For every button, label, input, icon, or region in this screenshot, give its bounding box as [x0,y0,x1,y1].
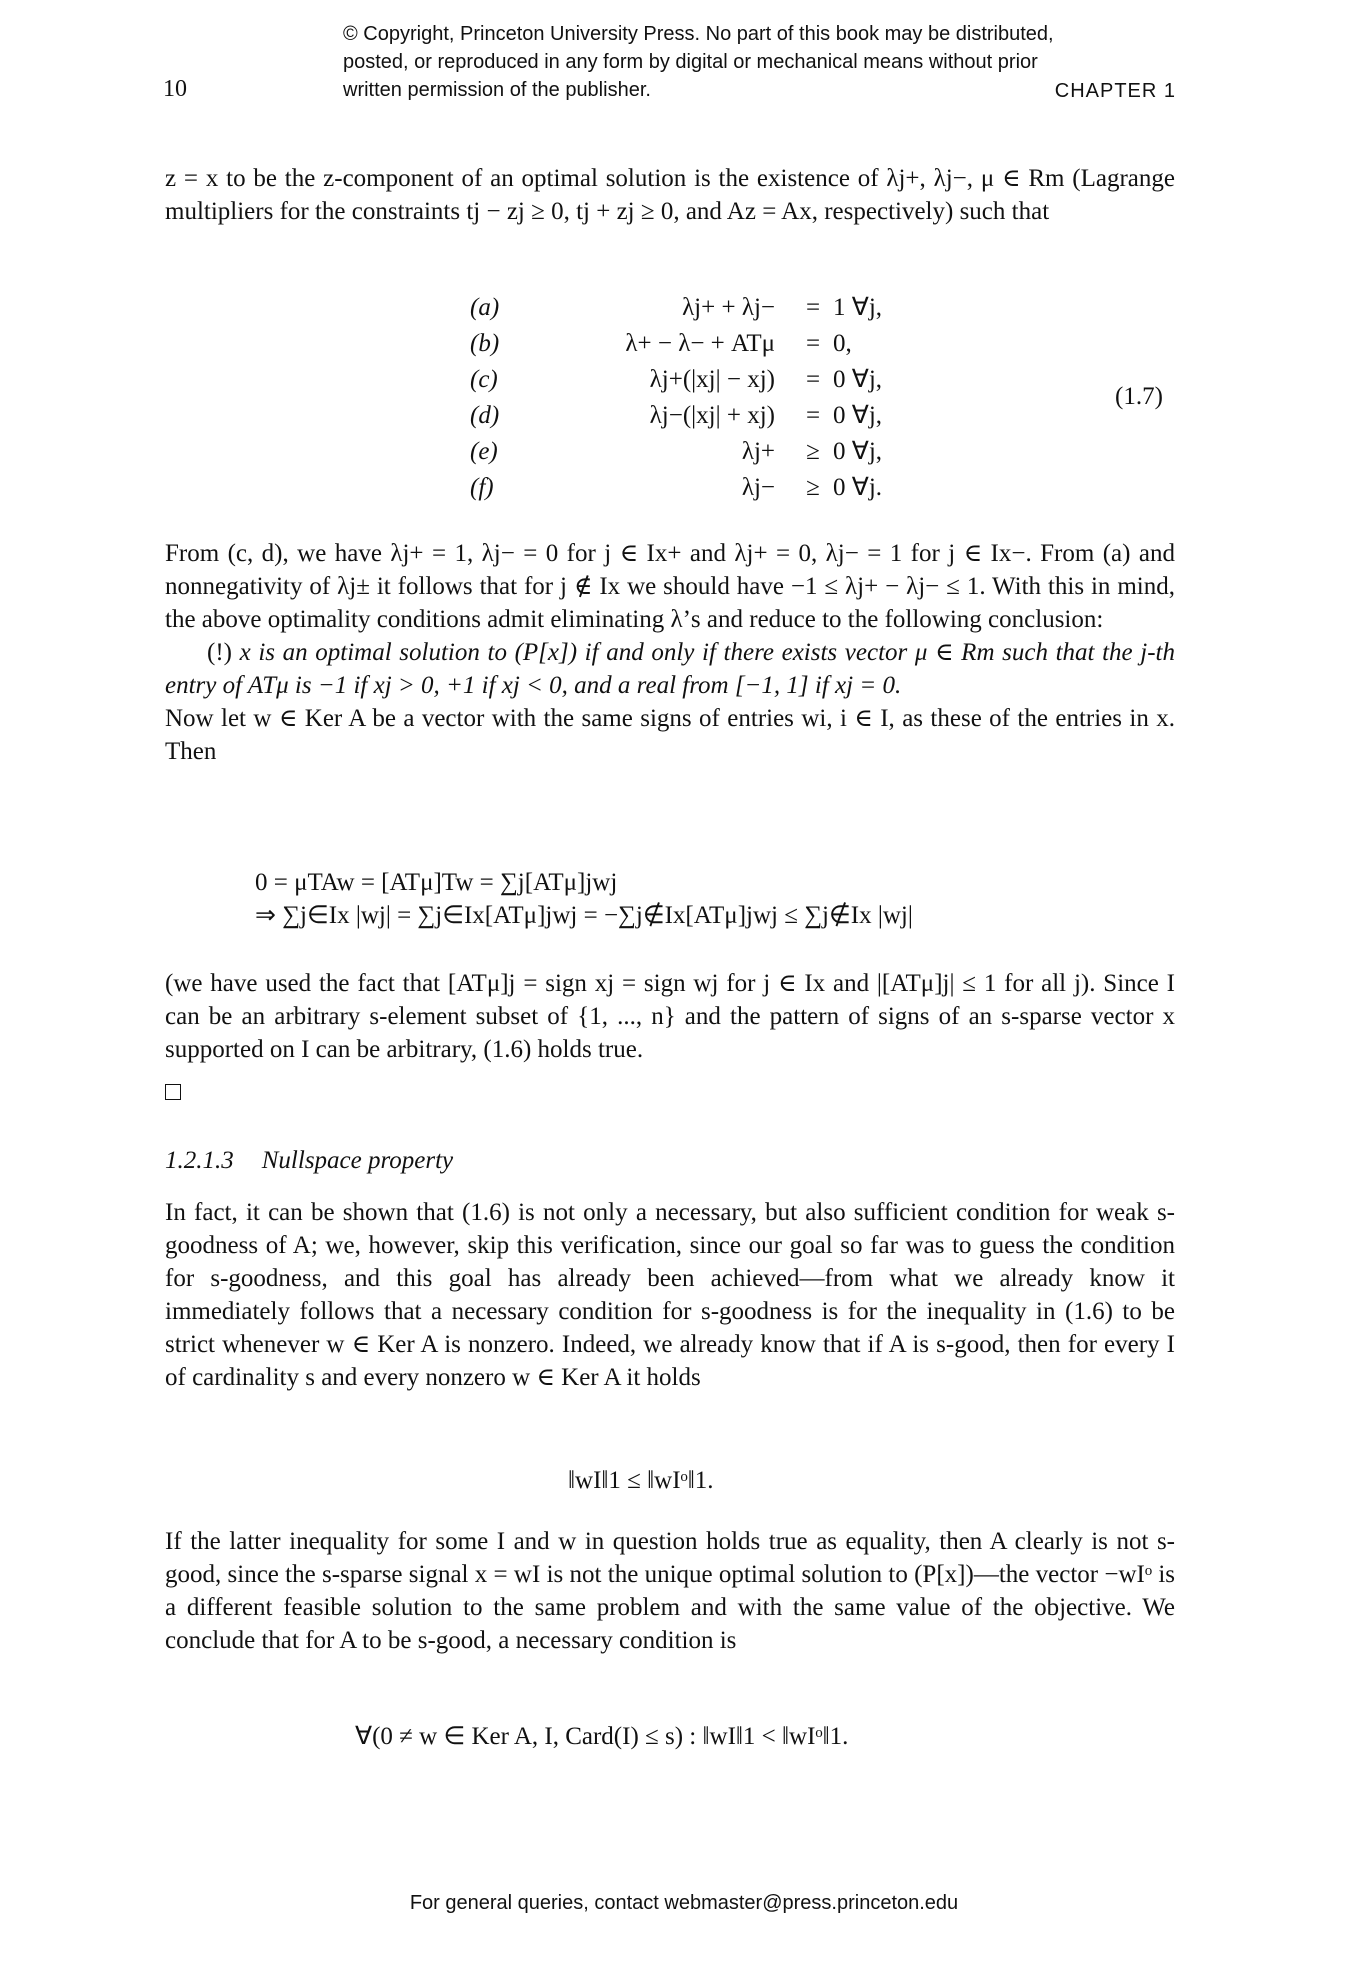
claim-label: (!) [207,639,232,666]
equation-lhs: λj+(|xj| − xj) [649,366,775,393]
paragraph-text: (we have used the fact that [ATμ]j = sign xj = sign wj for j ∈ Ix and |[ATμ]j| ≤ 1 for all j). Since I can be an arbitrary s-element subset of {1, ..., n} and the pattern of signs of an s-sparse vector x supported on I can be arbitrary, (1.6) holds true. [165,970,1175,1063]
equation-rhs: 0 ∀j, [833,402,883,429]
section-title: Nullspace property [261,1147,454,1174]
equation-rhs: 0 ∀j, [833,366,883,393]
equation-label: (b) [470,330,500,357]
running-head-chapter: CHAPTER 1 [1054,80,1176,102]
paragraph-lagrange-intro [165,162,1175,228]
equation-row [470,398,953,434]
equation-row [470,290,953,326]
equation-label: (e) [470,438,498,465]
equation-lhs: λj− [741,474,775,501]
display-equation-1 [255,866,913,932]
equation-rhs: 0, [833,330,852,357]
paragraph-nullspace [165,1196,1175,1394]
display-line: 0 = μTAw = [ATμ]Tw = ∑j[ATμ]jwj [255,869,618,896]
equation-label: (d) [470,402,500,429]
paragraph-text: From (c, d), we have λj+ = 1, λj− = 0 for j ∈ Ix+ and λj+ = 0, λj− = 1 for j ∈ Ix−. From (a) and nonnegativity of λj± it follows that for j ∉ Ix we should have −1 ≤ λj+ − λj− ≤ 1. With this in mind, the above optimality conditions admit eliminating λ’s and reduce to the following conclusion: [165,540,1175,633]
equation-rhs: 0 ∀j. [833,474,883,501]
equation-array [470,290,953,506]
section-heading [165,1147,481,1175]
equation-relation: ≥ [806,438,820,465]
equation-rhs: 0 ∀j, [833,438,883,465]
equation-lhs: λ+ − λ− + ATμ [625,330,775,357]
page-number: 10 [163,76,187,102]
equation-relation: ≥ [806,474,820,501]
equation-lhs: λj+ + λj− [682,294,775,321]
paragraph-elimination [165,537,1175,768]
equation-row [470,362,953,398]
equation-number: (1.7) [1115,383,1163,410]
paragraph-text: If the latter inequality for some I and w in question holds true as equality, then A clearly is not s-good, since the s-sparse signal x = wI is not the unique optimal solution to (P[x])—the vector −wIᵒ is a different feasible solution to the same problem and with the same value of the objective. We conclude that for A to be s-good, a necessary condition is [165,1528,1175,1654]
equation-label: (f) [470,474,494,501]
equation-row [470,470,953,506]
equation-relation: = [805,402,821,429]
optimality-conditions-system [470,290,953,506]
paragraph-fact [165,967,1175,1066]
display-equation-2: ‖wI‖1 ≤ ‖wIᵒ‖1. [568,1467,714,1494]
equation-row [470,434,953,470]
claim-text: x is an optimal solution to (P[x]) if and only if there exists vector μ ∈ Rm such that the j-th entry of ATμ is −1 if xj > 0, +1 if xj < 0, and a real from [−1, 1] if xj = 0. [165,639,1176,699]
copyright-notice: © Copyright, Princeton University Press. No part of this book may be distributed, posted, or reproduced in any form by digital or mechanical means without prior written permission of the publisher. [343,23,1054,101]
equation-lhs: λj+ [741,438,775,465]
display-equation-3: ∀(0 ≠ w ∈ Ker A, I, Card(I) ≤ s) : ‖wI‖1 < ‖wIᵒ‖1. [355,1723,849,1750]
paragraph-text: In fact, it can be shown that (1.6) is not only a necessary, but also sufficient condition for weak s-goodness of A; we, however, skip this verification, since our goal so far was to guess the condition for s-goodness, and this goal has already been achieved—from what we already know it immediately follows that a necessary condition for s-goodness is for the inequality in (1.6) to be strict whenever w ∈ Ker A is nonzero. Indeed, we already know that if A is s-good, then for every I of cardinality s and every nonzero w ∈ Ker A it holds [165,1199,1175,1391]
equation-relation: = [805,330,821,357]
paragraph-conclusion [165,1525,1175,1657]
equation-lhs: λj−(|xj| + xj) [649,402,775,429]
paragraph-text: Now let w ∈ Ker A be a vector with the same signs of entries wi, i ∈ I, as these of the entries in x. Then [165,705,1175,765]
section-number: 1.2.1.3 [165,1147,234,1174]
equation-rhs: 1 ∀j, [833,294,883,321]
display-line: ⇒ ∑j∈Ix |wj| = ∑j∈Ix[ATμ]jwj = −∑j∉Ix[ATμ]jwj ≤ ∑j∉Ix |wj| [255,902,913,929]
equation-relation: = [805,366,821,393]
qed-box-icon [165,1084,181,1100]
equation-row [470,326,953,362]
footer-contact: For general queries, contact webmaster@press.princeton.edu [409,1892,959,1914]
equation-relation: = [805,294,821,321]
equation-label: (a) [470,294,500,321]
equation-label: (c) [470,366,498,393]
paragraph-text: z = x to be the z-component of an optimal solution is the existence of λj+, λj−, μ ∈ Rm (Lagrange multipliers for the constraints tj − zj ≥ 0, tj + zj ≥ 0, and Az = Ax, respectively) such that [165,165,1175,225]
claim-statement [165,636,1175,702]
